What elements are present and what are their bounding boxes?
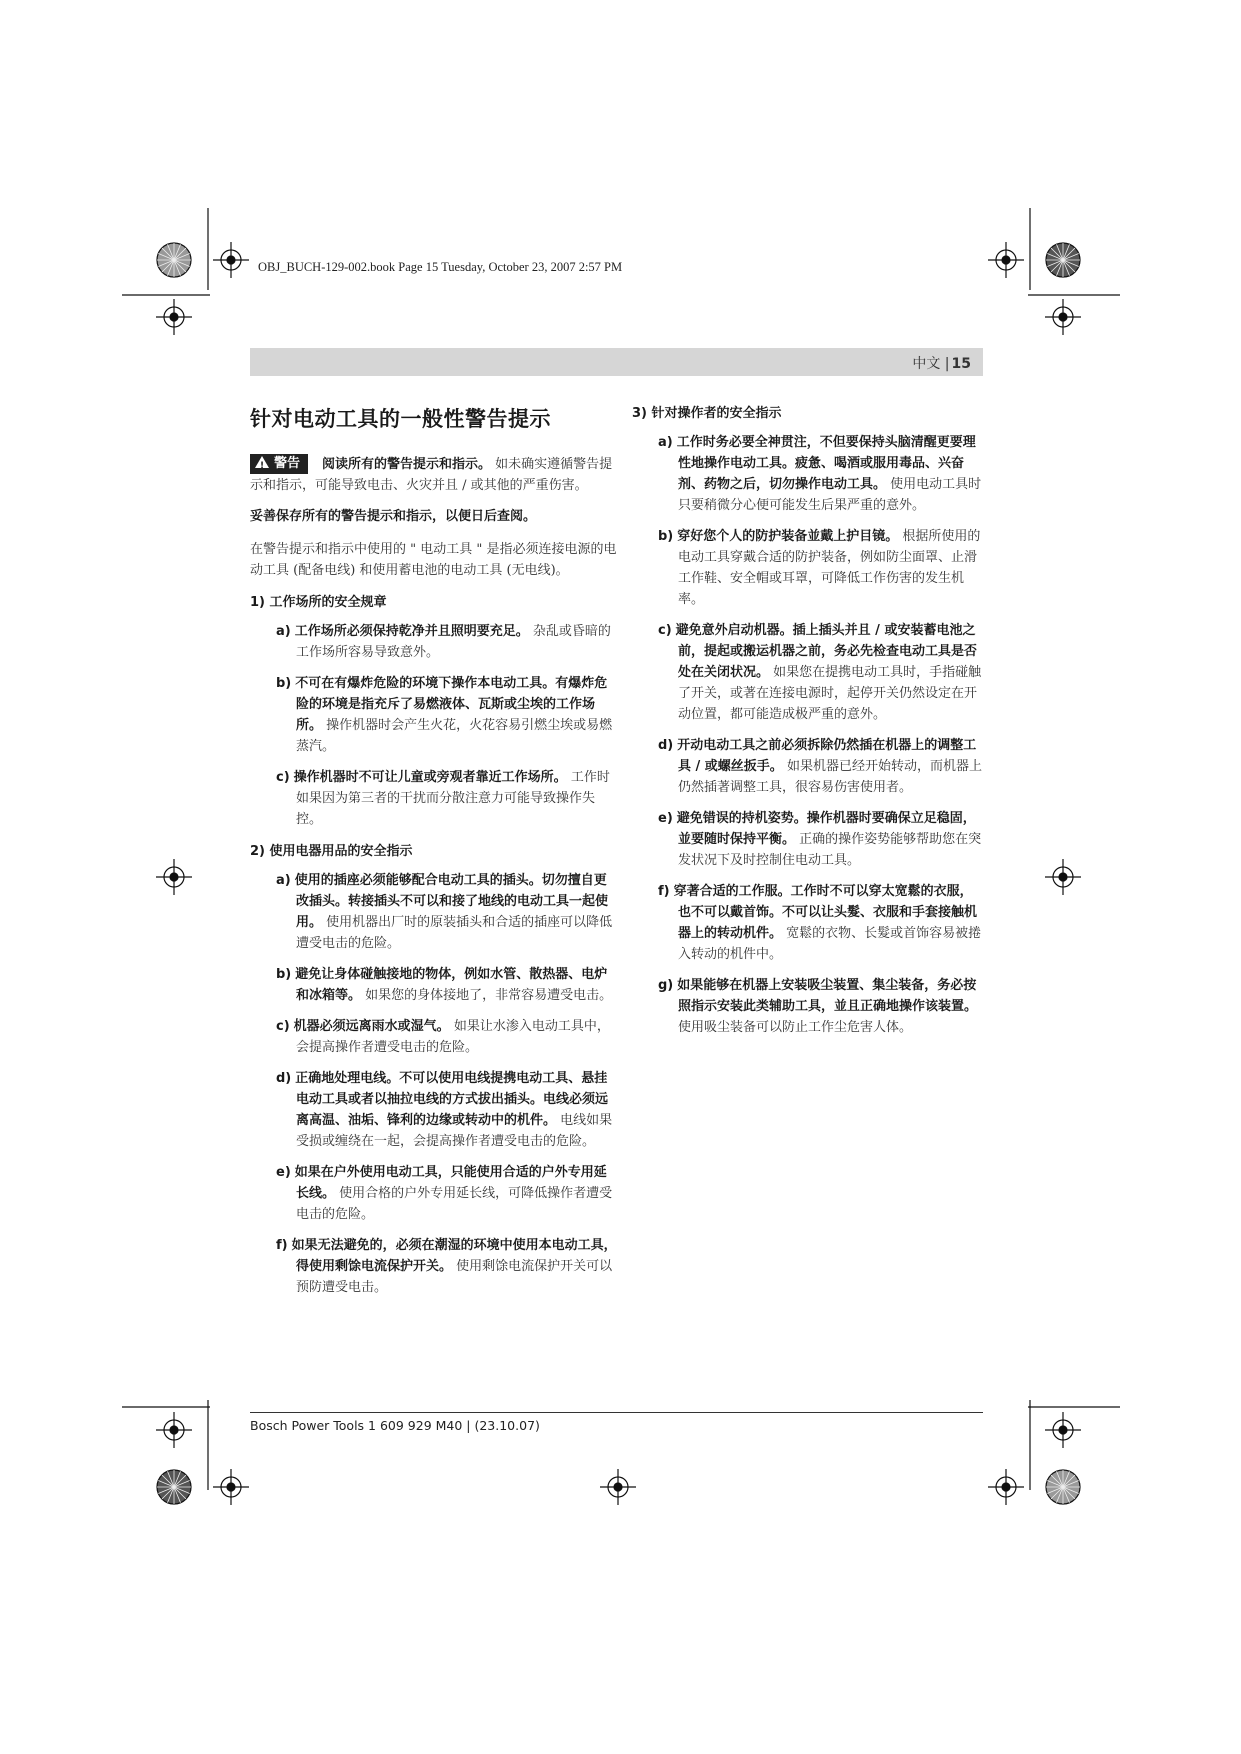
color-wheel-icon xyxy=(1046,1470,1080,1504)
item-text: 宽鬆的衣物、长髮或首饰容易被捲入转动的机件中。 xyxy=(678,926,982,962)
item-text: 操作机器时会产生火花，火花容易引燃尘埃或易燃蒸汽。 xyxy=(296,718,613,754)
page-header xyxy=(912,353,971,373)
list-item xyxy=(276,673,618,757)
item-bold-text: 工作场所必须保持乾净并且照明要充足。 xyxy=(294,624,529,639)
item-bold-text: 不可在有爆炸危险的环境下操作本电动工具。有爆炸危险的环境是指充斥了易燃液体、瓦斯或尘埃的工作场所。 xyxy=(295,676,608,733)
item-text: 根据所使用的电动工具穿戴合适的防护装备，例如防尘面罩、止滑工作鞋、安全帽或耳罩，可降低工作伤害的发生机率。 xyxy=(678,529,981,607)
registration-mark-icon xyxy=(213,242,249,278)
item-text: 如果让水渗入电动工具中，会提高操作者遭受电击的危险。 xyxy=(296,1019,610,1055)
list-item xyxy=(658,975,984,1038)
item-bold-text: 如果无法避免的，必须在潮湿的环境中使用本电动工具，得使用剩馀电流保护开关。 xyxy=(291,1238,617,1274)
item-text: 使用剩馀电流保护开关可以预防遭受电击。 xyxy=(296,1259,613,1295)
list-item xyxy=(658,735,984,798)
registration-mark-icon xyxy=(1045,1412,1081,1448)
item-letter: b) xyxy=(658,529,674,544)
item-letter: c) xyxy=(658,623,672,638)
item-letter: b) xyxy=(276,676,292,691)
list-item xyxy=(276,1235,618,1298)
warning-bold: 阅读所有的警告提示和指示。 xyxy=(322,457,492,472)
book-info-line: OBJ_BUCH-129-002.book Page 15 Tuesday, October 23, 2007 2:57 PM xyxy=(258,260,623,274)
item-letter: d) xyxy=(658,738,674,753)
item-letter: f) xyxy=(276,1238,288,1253)
list-item xyxy=(276,1068,618,1152)
registration-mark-icon xyxy=(988,242,1024,278)
item-letter: c) xyxy=(276,770,290,785)
warning-block xyxy=(250,454,618,496)
item-text: 正确的操作姿势能够帮助您在突发状况下及时控制住电动工具。 xyxy=(678,832,982,868)
item-bold-text: 如果能够在机器上安装吸尘装置、集尘装备，务必按照指示安装此类辅助工具，並且正确地操作该装置。 xyxy=(677,978,978,1014)
item-bold-text: 使用的插座必须能够配合电动工具的插头。切勿擅自更改插头。转接插头不可以和接了地线的电动工具一起使用。 xyxy=(294,873,609,930)
item-bold-text: 避免错误的持机姿势。操作机器时要确保立足稳固，並要随时保持平衡。 xyxy=(676,811,976,847)
warning-label: 警告 xyxy=(274,456,301,471)
item-letter: c) xyxy=(276,1019,290,1034)
section-heading: 2) 使用电器用品的安全指示 xyxy=(250,844,413,859)
item-bold-text: 避免让身体碰触接地的物体，例如水管、散热器、电炉和冰箱等。 xyxy=(295,967,608,1003)
list-item xyxy=(276,621,618,663)
page-number: 15 xyxy=(951,356,971,372)
language-label: 中文 | xyxy=(912,356,950,372)
item-text: 如果您的身体接地了，非常容易遭受电击。 xyxy=(365,988,613,1003)
registration-mark-icon xyxy=(1045,299,1081,335)
item-text: 使用合格的户外专用延长线，可降低操作者遭受电击的危险。 xyxy=(296,1186,613,1222)
color-wheel-icon xyxy=(157,1470,191,1504)
item-text: 使用机器出厂时的原装插头和合适的插座可以降低遭受电击的危险。 xyxy=(296,915,613,951)
left-sections xyxy=(250,593,618,1298)
list-item xyxy=(276,1162,618,1225)
keep-instructions: 妥善保存所有的警告提示和指示，以便日后查阅。 xyxy=(250,509,537,524)
registration-mark-icon xyxy=(156,299,192,335)
item-letter: f) xyxy=(658,884,670,899)
item-text: 电线如果受损或缠绕在一起，会提高操作者遭受电击的危险。 xyxy=(296,1113,613,1149)
intro-paragraph: 在警告提示和指示中使用的 " 电动工具 " 是指必须连接电源的电动工具 (配备电线) 和使用蓄电池的电动工具 (无电线)。 xyxy=(250,542,617,578)
item-bold-text: 穿好您个人的防护装备並戴上护目镜。 xyxy=(677,529,899,544)
item-bold-text: 机器必须远离雨水或湿气。 xyxy=(293,1019,450,1034)
item-letter: a) xyxy=(276,873,291,888)
item-letter: d) xyxy=(276,1071,292,1086)
registration-mark-icon xyxy=(156,859,192,895)
registration-mark-icon xyxy=(156,1412,192,1448)
color-wheel-icon xyxy=(1046,243,1080,277)
page-header-bar xyxy=(250,348,983,376)
section-heading: 3) 针对操作者的安全指示 xyxy=(632,406,782,421)
page-title: 针对电动工具的一般性警告提示 xyxy=(250,407,551,431)
item-letter: e) xyxy=(276,1165,291,1180)
right-items xyxy=(632,432,984,1038)
item-text: 工作时如果因为第三者的干扰而分散注意力可能导致操作失控。 xyxy=(296,770,610,827)
list-item xyxy=(276,1016,618,1058)
color-wheel-icon xyxy=(157,243,191,277)
list-item xyxy=(658,881,984,965)
right-column xyxy=(632,404,984,1048)
footer-rule xyxy=(250,1412,983,1413)
section-heading: 1) 工作场所的安全规章 xyxy=(250,595,387,610)
item-bold-text: 如果在户外使用电动工具，只能使用合适的户外专用延长线。 xyxy=(294,1165,607,1201)
list-item xyxy=(276,767,618,830)
registration-mark-icon xyxy=(600,1469,636,1505)
item-bold-text: 开动电动工具之前必须拆除仍然插在机器上的调整工具 / 或螺丝扳手。 xyxy=(677,738,977,774)
warning-text: 如未确实遵循警告提示和指示，可能导致电击、火灾并且 / 或其他的严重伤害。 xyxy=(250,457,613,493)
registration-mark-icon xyxy=(213,1469,249,1505)
list-item xyxy=(276,964,618,1006)
item-bold-text: 工作时务必要全神贯注，不但要保持头脑清醒更要理性地操作电动工具。疲惫、喝酒或服用毒品、兴奋剂、药物之后，切勿操作电动工具。 xyxy=(676,435,976,492)
list-item xyxy=(658,526,984,610)
item-letter: e) xyxy=(658,811,673,826)
item-text: 使用吸尘装备可以防止工作尘危害人体。 xyxy=(678,1020,913,1035)
item-bold-text: 正确地处理电线。不可以使用电线提携电动工具、悬挂电动工具或者以抽拉电线的方式拔出插头。电线必须远离高温、油垢、锋利的边缘或转动中的机件。 xyxy=(295,1071,609,1128)
list-item xyxy=(658,808,984,871)
item-letter: b) xyxy=(276,967,292,982)
item-text: 如果机器已经开始转动，而机器上仍然插著调整工具，很容易伤害使用者。 xyxy=(678,759,982,795)
item-bold-text: 操作机器时不可让儿童或旁观者靠近工作场所。 xyxy=(293,770,567,785)
item-bold-text: 穿著合适的工作服。工作时不可以穿太宽鬆的衣服，也不可以戴首饰。不可以让头髮、衣服和手套接触机器上的转动机件。 xyxy=(673,884,978,941)
footer-text: Bosch Power Tools 1 609 929 M40 | (23.10.07) xyxy=(250,1418,540,1433)
item-text: 杂乱或昏暗的工作场所容易导致意外。 xyxy=(296,624,611,660)
list-item xyxy=(276,870,618,954)
left-column xyxy=(250,404,618,1308)
list-item xyxy=(658,620,984,725)
item-text: 如果您在提携电动工具时，手指碰触了开关，或著在连接电源时，起停开关仍然设定在开动位置，都可能造成极严重的意外。 xyxy=(678,665,982,722)
item-letter: g) xyxy=(658,978,674,993)
registration-mark-icon xyxy=(1045,859,1081,895)
item-bold-text: 避免意外启动机器。插上插头并且 / 或安装蓄电池之前，提起或搬运机器之前，务必先检查电动工具是否处在关闭状况。 xyxy=(675,623,978,680)
item-letter: a) xyxy=(658,435,673,450)
warning-triangle-icon: ! xyxy=(255,456,269,468)
list-item xyxy=(658,432,984,516)
warning-badge xyxy=(250,454,308,474)
item-text: 使用电动工具时只要稍微分心便可能发生后果严重的意外。 xyxy=(678,477,982,513)
registration-mark-icon xyxy=(988,1469,1024,1505)
item-letter: a) xyxy=(276,624,291,639)
